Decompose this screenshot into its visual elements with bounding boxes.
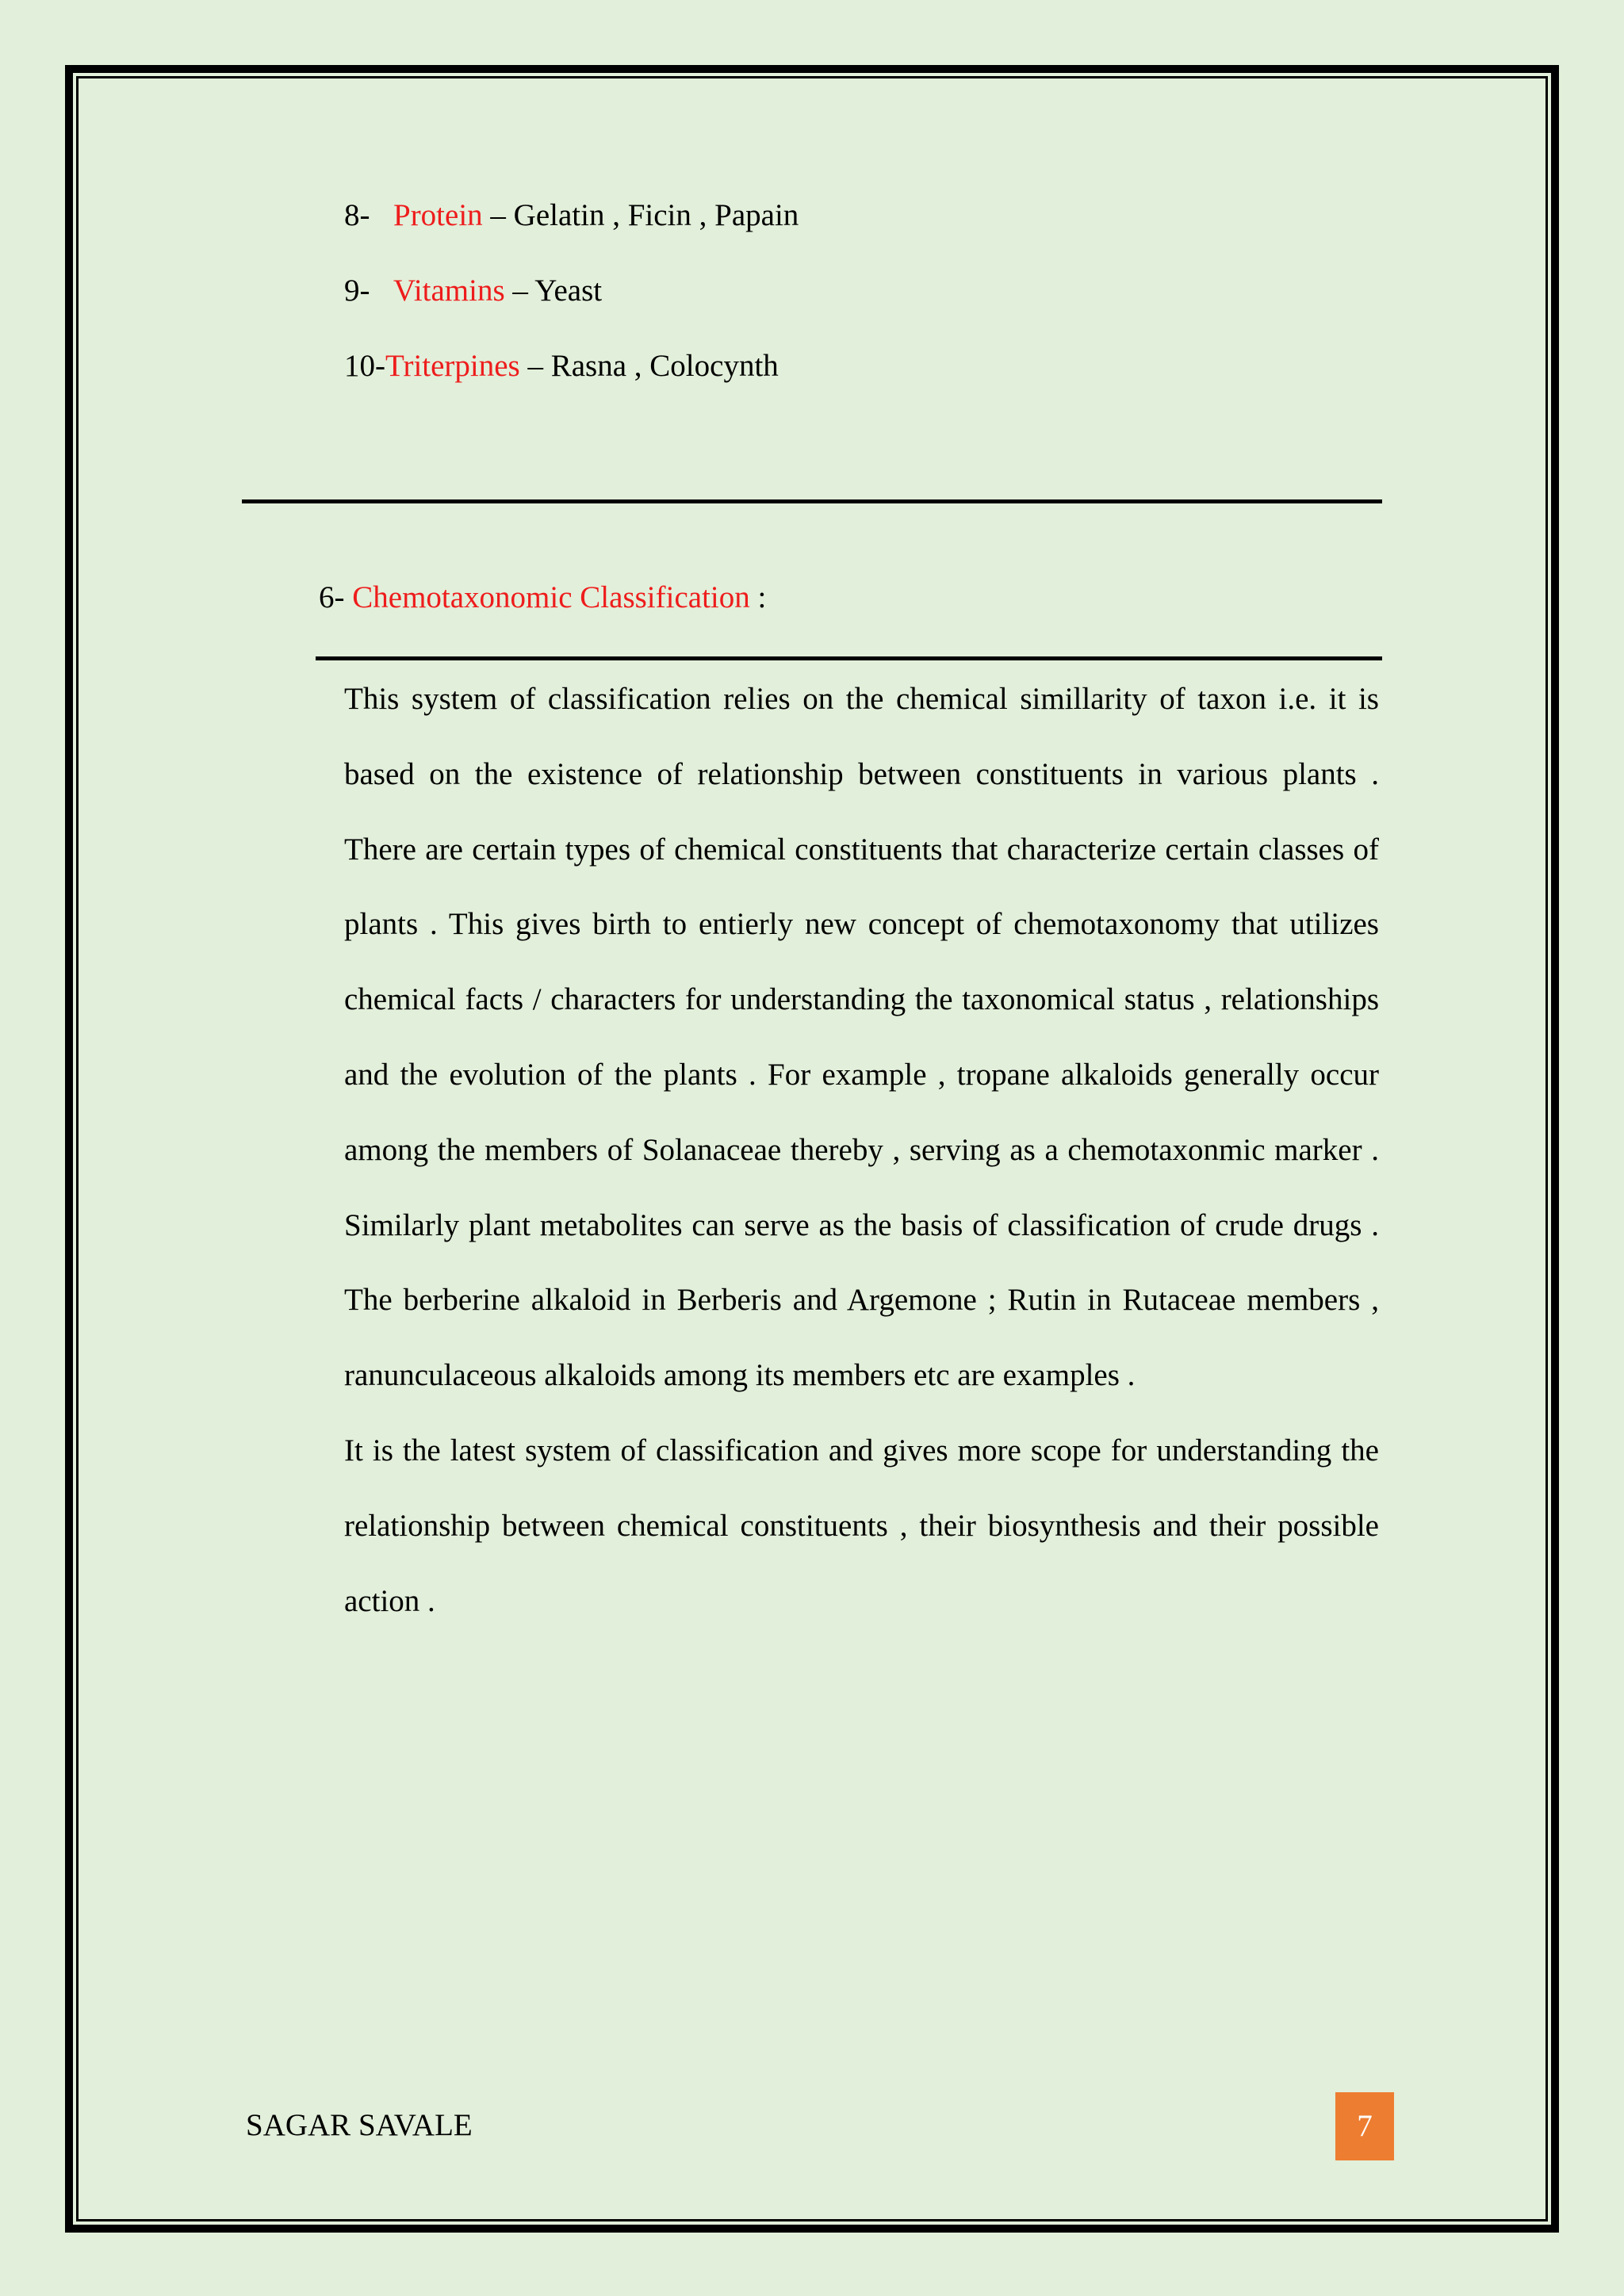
list-item-term: Triterpines: [385, 349, 520, 383]
list-item-term: Protein: [393, 198, 483, 232]
list-item-number: 8-: [344, 198, 370, 232]
list-item-examples: – Gelatin , Ficin , Papain: [482, 198, 799, 232]
list-item: [344, 347, 779, 385]
list-item-number: 10-: [344, 349, 385, 383]
section-number: 6-: [319, 580, 353, 614]
section-body: [344, 662, 1379, 1639]
list-item-term: Vitamins: [393, 274, 505, 308]
list-item-number: 9-: [344, 274, 370, 308]
list-item-examples: – Rasna , Colocynth: [519, 349, 779, 383]
section-heading: [319, 579, 766, 617]
section-divider: [242, 499, 1382, 503]
body-paragraph: This system of classification relies on the chemical simillarity of taxon i.e. it is based on the existence of relationship between constituents in various plants . There are certain types of chemical constituents that characterize certain classes of plants . This gives birth to entierly new concept of chemotaxonomy that utilizes chemical facts / characters for understanding the taxonomical status , relationships and the evolution of the plants . For example , tropane alkaloids generally occur among the members of Solanaceae thereby , serving as a chemotaxonmic marker . Similarly plant metabolites can serve as the basis of classification of crude drugs . The berberine alkaloid in Berberis and Argemone ; Rutin in Rutaceae members , ranunculaceous alkaloids among its members etc are examples .: [344, 682, 1379, 1393]
page-number-badge: 7: [1335, 2092, 1394, 2160]
heading-underline: [316, 656, 1382, 660]
section-title: Chemotaxonomic Classification: [352, 580, 750, 614]
list-item-examples: – Yeast: [504, 274, 603, 308]
section-title-suffix: :: [749, 580, 767, 614]
list-item: [344, 272, 602, 310]
footer-author: SAGAR SAVALE: [246, 2108, 473, 2142]
body-paragraph: It is the latest system of classification and gives more scope for understanding the relationship between chemical constituents , their biosynthesis and their possible action .: [344, 1433, 1379, 1618]
list-item: [344, 197, 799, 235]
